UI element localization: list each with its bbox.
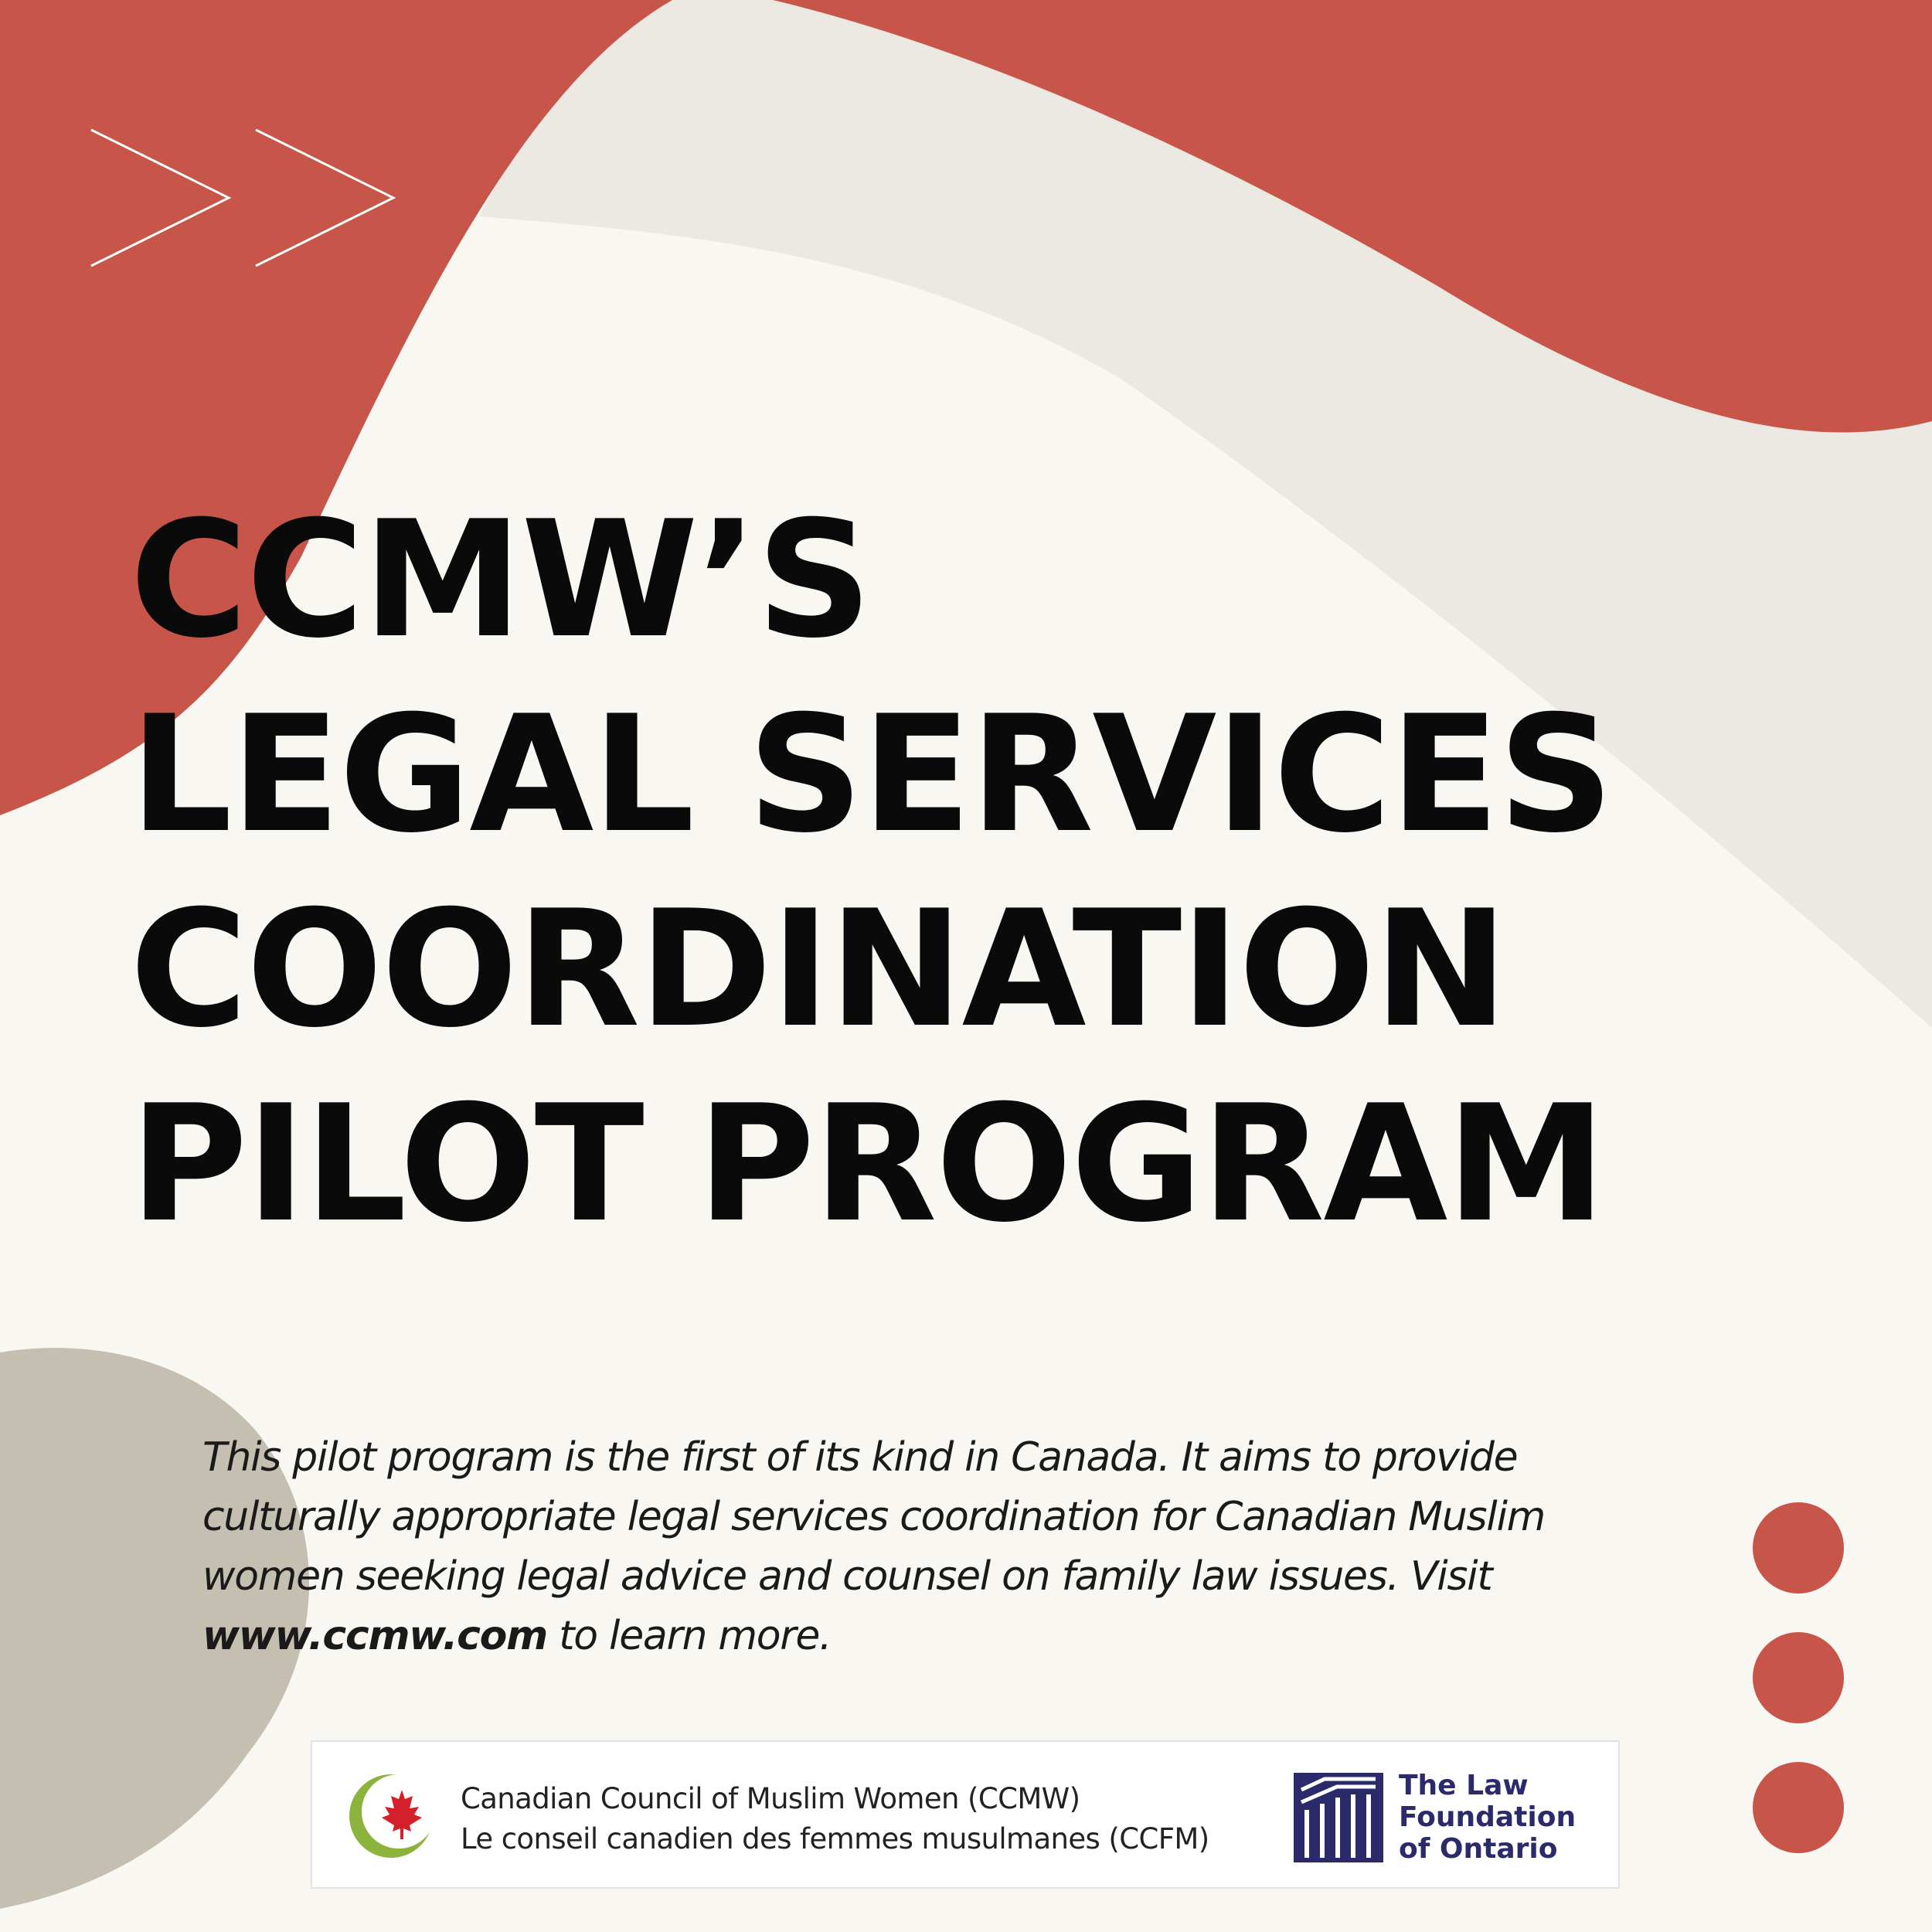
lfo-name [1399,1770,1576,1865]
title-line-2: LEGAL SERVICES [130,682,1613,869]
description-text: This pilot program is the first of its kind in Canada. It aims to provide culturally appropriate legal services coordination for Canadian Muslim women seeking legal advice and counsel on family law issues. Visit [202,1434,1545,1600]
title-line-3: COORDINATION [130,876,1507,1063]
ccmw-name-french: Le conseil canadien des femmes musulmanes (CCFM) [461,1822,1209,1855]
lfo-name-line-3: of Ontario [1399,1833,1558,1865]
title-line-4: PILOT PROGRAM [130,1071,1605,1258]
description-closing: to learn more. [546,1613,832,1659]
ccmw-name-english: Canadian Council of Muslim Women (CCMW) [461,1782,1080,1815]
lfo-name-line-1: The Law [1399,1770,1529,1801]
law-foundation-mark-icon [1294,1773,1383,1862]
description-paragraph [202,1428,1671,1666]
lfo-name-line-2: Foundation [1399,1801,1577,1833]
sponsor-logos-box [311,1740,1620,1889]
red-dot [1753,1762,1844,1853]
ccmw-maple-crescent-icon [348,1773,434,1859]
title-line-1: CCMW’S [130,487,871,674]
main-title [130,483,1612,1262]
three-red-dots-icon [1753,1502,1844,1892]
website-link[interactable]: www.ccmw.com [202,1613,547,1659]
red-dot [1753,1632,1844,1723]
ccmw-name [461,1779,1209,1859]
red-dot [1753,1502,1844,1594]
